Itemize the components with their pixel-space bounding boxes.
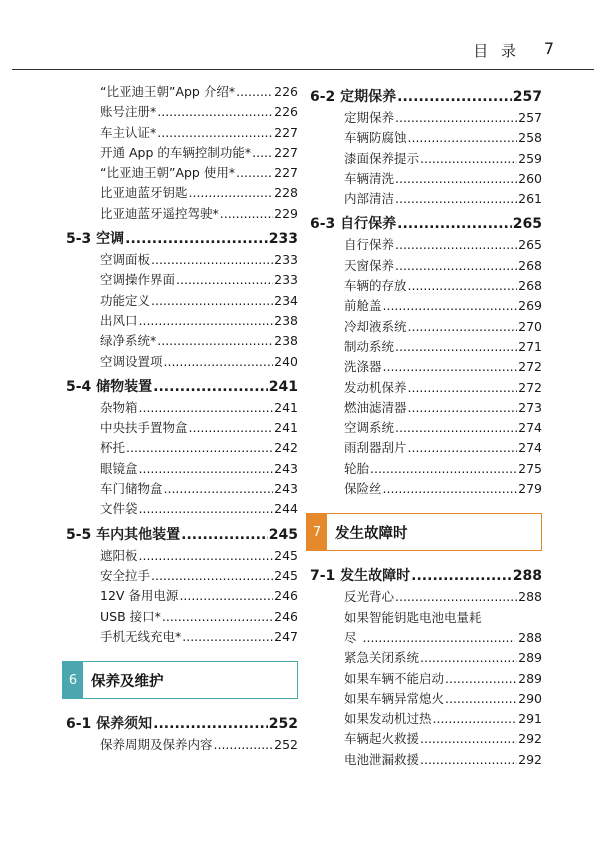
entry-page: 258 xyxy=(518,130,542,146)
entry-page: 246 xyxy=(274,608,298,624)
toc-entry[interactable] xyxy=(310,256,542,276)
toc-entry[interactable] xyxy=(66,627,298,647)
toc-section-heading[interactable] xyxy=(66,709,298,735)
dot-leader xyxy=(395,587,517,607)
entry-page: 226 xyxy=(274,84,298,99)
entry-page: 245 xyxy=(274,567,298,583)
dot-leader xyxy=(363,628,516,648)
entry-page: 243 xyxy=(274,481,298,497)
chapter-number: 7 xyxy=(307,514,327,550)
entry-title: 自行保养 xyxy=(344,237,395,253)
entry-page: 257 xyxy=(512,89,542,105)
entry-title: 5-3 空调 xyxy=(66,231,125,248)
entry-title: 漆面保养提示 xyxy=(344,150,420,166)
dot-leader xyxy=(176,270,273,290)
toc-entry[interactable] xyxy=(66,270,298,290)
entry-title: 12V 备用电源 xyxy=(100,588,179,604)
dot-leader xyxy=(164,479,274,499)
chapter-number: 6 xyxy=(63,662,83,698)
entry-page: 238 xyxy=(274,312,298,328)
entry-page: 272 xyxy=(518,359,542,375)
entry-title: 绿净系统* xyxy=(100,333,157,349)
toc-entry[interactable] xyxy=(66,163,298,183)
toc-entry[interactable] xyxy=(310,648,542,668)
dot-leader xyxy=(139,499,274,519)
entry-title: 车门储物盒 xyxy=(100,481,163,497)
entry-page: 233 xyxy=(268,231,298,248)
dot-leader xyxy=(151,250,273,270)
toc-entry[interactable] xyxy=(310,149,542,169)
toc-entry[interactable] xyxy=(310,235,542,255)
dot-leader xyxy=(157,123,273,143)
entry-title: 出风口 xyxy=(100,312,138,328)
entry-page: 227 xyxy=(274,124,298,140)
entry-page: 274 xyxy=(518,440,542,456)
entry-page: 229 xyxy=(274,205,298,221)
entry-page: 272 xyxy=(518,379,542,395)
entry-page: 274 xyxy=(518,420,542,436)
entry-title: 如果车辆异常熄火 xyxy=(344,690,445,706)
toc-entry[interactable] xyxy=(66,735,298,755)
dot-leader xyxy=(408,438,518,458)
toc-entry[interactable] xyxy=(310,189,542,209)
entry-title: 车辆起火救援 xyxy=(344,731,420,747)
entry-title: 保养周期及保养内容 xyxy=(100,737,213,753)
entry-page: 247 xyxy=(274,628,298,644)
entry-page: 243 xyxy=(274,460,298,476)
entry-title: 冷却液系统 xyxy=(344,318,407,334)
dot-leader xyxy=(139,459,274,479)
entry-page: 275 xyxy=(518,460,542,476)
entry-title: 6-2 定期保养 xyxy=(310,89,397,105)
toc-entry[interactable] xyxy=(66,479,298,499)
entry-page: 290 xyxy=(518,690,542,706)
dot-leader xyxy=(189,183,274,203)
entry-page: 245 xyxy=(274,547,298,563)
entry-page: 259 xyxy=(518,150,542,166)
dot-leader xyxy=(157,102,273,122)
entry-title: 空调系统 xyxy=(344,420,395,436)
entry-title: 眼镜盒 xyxy=(100,460,138,476)
dot-leader xyxy=(420,729,517,749)
header-rule xyxy=(12,69,594,70)
toc-entry[interactable] xyxy=(310,317,542,337)
toc-entry[interactable] xyxy=(66,352,298,372)
entry-page: 233 xyxy=(274,272,298,288)
entry-title: 开通 App 的车辆控制功能* xyxy=(100,144,252,160)
entry-title: 如果智能钥匙电池电量耗 xyxy=(344,609,482,625)
dot-leader xyxy=(420,750,517,770)
entry-page: 288 xyxy=(512,568,542,585)
entry-page: 240 xyxy=(274,353,298,369)
dot-leader xyxy=(395,256,517,276)
entry-title: 保险丝 xyxy=(344,481,382,497)
dot-leader xyxy=(395,108,517,128)
entry-page: 273 xyxy=(518,399,542,415)
entry-page: 241 xyxy=(274,420,298,436)
toc-section-heading[interactable] xyxy=(310,209,542,235)
dot-leader xyxy=(126,438,273,458)
toc-entry[interactable] xyxy=(310,169,542,189)
entry-page: 288 xyxy=(518,629,542,645)
dot-leader xyxy=(236,163,273,183)
chapter-banner[interactable] xyxy=(306,513,542,551)
toc-entry[interactable] xyxy=(66,331,298,351)
toc-entry[interactable] xyxy=(310,608,542,649)
toc-column-right xyxy=(310,82,542,770)
entry-page: 291 xyxy=(518,711,542,727)
toc-entry[interactable] xyxy=(310,689,542,709)
entry-page: 268 xyxy=(518,257,542,273)
dot-leader xyxy=(408,398,518,418)
dot-leader xyxy=(408,378,518,398)
entry-title: 空调设置项 xyxy=(100,353,163,369)
entry-title: 尽 xyxy=(344,629,357,645)
toc-entry[interactable] xyxy=(310,729,542,749)
dot-leader xyxy=(157,331,273,351)
entry-title: 比亚迪蓝牙遥控驾驶* xyxy=(100,205,219,221)
dot-leader xyxy=(395,235,517,255)
dot-leader xyxy=(383,479,518,499)
entry-page: 238 xyxy=(274,333,298,349)
dot-leader xyxy=(214,735,274,755)
dot-leader xyxy=(162,607,273,627)
entry-title: 账号注册* xyxy=(100,104,157,120)
entry-page: 270 xyxy=(518,318,542,334)
toc-entry[interactable] xyxy=(310,418,542,438)
chapter-label: 发生故障时 xyxy=(335,525,408,542)
entry-title-cont xyxy=(344,628,542,648)
entry-page: 265 xyxy=(512,216,542,233)
entry-page: 260 xyxy=(518,170,542,186)
toc-entry[interactable] xyxy=(66,438,298,458)
dot-leader xyxy=(151,566,273,586)
toc-entry[interactable] xyxy=(66,123,298,143)
entry-title: 发动机保养 xyxy=(344,379,407,395)
toc-section-heading[interactable] xyxy=(310,561,542,587)
entry-page: 246 xyxy=(274,588,298,604)
entry-page: 226 xyxy=(274,104,298,120)
dot-leader xyxy=(420,648,517,668)
page-title: 目 录 xyxy=(473,42,520,60)
entry-page: 269 xyxy=(518,298,542,314)
entry-page: 245 xyxy=(268,526,298,543)
toc-entry[interactable] xyxy=(66,459,298,479)
entry-title: 天窗保养 xyxy=(344,257,395,273)
entry-title: 如果发动机过热 xyxy=(344,711,432,727)
entry-title: 电池泄漏救援 xyxy=(344,751,420,767)
entry-title: 文件袋 xyxy=(100,501,138,517)
dot-leader xyxy=(139,311,274,331)
entry-page: 241 xyxy=(268,378,298,395)
toc-entry[interactable] xyxy=(66,546,298,566)
entry-title: “比亚迪王朝”App 使用* xyxy=(100,165,236,181)
entry-title: 车辆防腐蚀 xyxy=(344,130,407,146)
entry-title: 遮阳板 xyxy=(100,547,138,563)
toc-entry[interactable] xyxy=(66,607,298,627)
toc-entry[interactable] xyxy=(66,204,298,224)
dot-leader xyxy=(395,337,517,357)
entry-title: 安全拉手 xyxy=(100,567,151,583)
toc-section-heading[interactable] xyxy=(310,82,542,108)
entry-page: 252 xyxy=(268,716,298,733)
entry-title: 空调操作界面 xyxy=(100,272,176,288)
entry-page: 279 xyxy=(518,481,542,497)
dot-leader xyxy=(139,398,274,418)
toc-entry[interactable] xyxy=(66,566,298,586)
toc-entry[interactable] xyxy=(66,183,298,203)
dot-leader xyxy=(189,418,274,438)
dot-leader xyxy=(395,189,517,209)
page-header xyxy=(0,40,606,74)
dot-leader xyxy=(445,669,517,689)
entry-title: 内部清洁 xyxy=(344,191,395,207)
toc-section-heading[interactable] xyxy=(66,372,298,398)
entry-title: 洗涤器 xyxy=(344,359,382,375)
toc-entry[interactable] xyxy=(66,291,298,311)
entry-title: 制动系统 xyxy=(344,338,395,354)
entry-title: 7-1 发生故障时 xyxy=(310,568,411,585)
entry-title: 比亚迪蓝牙钥匙 xyxy=(100,185,188,201)
toc-entry[interactable] xyxy=(66,250,298,270)
toc-entry[interactable] xyxy=(310,709,542,729)
toc-column-left xyxy=(66,82,298,755)
entry-title: 5-5 车内其他装置 xyxy=(66,526,181,543)
toc-entry[interactable] xyxy=(66,398,298,418)
dot-leader xyxy=(236,82,273,102)
entry-page: 289 xyxy=(518,670,542,686)
entry-page: 268 xyxy=(518,278,542,294)
entry-title: 定期保养 xyxy=(344,110,395,125)
dot-leader xyxy=(408,317,518,337)
entry-title: 雨刮器刮片 xyxy=(344,440,407,456)
entry-page: 244 xyxy=(274,501,298,517)
entry-title: 手机无线充电* xyxy=(100,628,182,644)
entry-page: 242 xyxy=(274,440,298,456)
entry-page: 257 xyxy=(518,110,542,125)
toc-entry[interactable] xyxy=(310,378,542,398)
entry-title: 6-3 自行保养 xyxy=(310,216,397,233)
toc-entry[interactable] xyxy=(310,276,542,296)
entry-title: 轮胎 xyxy=(344,460,370,476)
entry-title: 车辆的存放 xyxy=(344,278,407,294)
toc-entry[interactable] xyxy=(310,108,542,128)
dot-leader xyxy=(420,149,517,169)
entry-page: 265 xyxy=(518,237,542,253)
toc-entry[interactable] xyxy=(310,296,542,316)
dot-leader xyxy=(408,276,518,296)
entry-title: 反光背心 xyxy=(344,589,395,605)
dot-leader xyxy=(395,418,517,438)
toc-entry[interactable] xyxy=(66,102,298,122)
entry-page: 292 xyxy=(518,731,542,747)
chapter-label: 保养及维护 xyxy=(91,673,164,690)
entry-title: 6-1 保养须知 xyxy=(66,716,153,733)
toc-entry[interactable] xyxy=(310,479,542,499)
entry-page: 261 xyxy=(518,191,542,207)
dot-leader xyxy=(395,169,517,189)
entry-title: 功能定义 xyxy=(100,292,151,308)
dot-leader xyxy=(252,143,273,163)
entry-page: 292 xyxy=(518,751,542,767)
entry-title: 前舱盖 xyxy=(344,298,382,314)
dot-leader xyxy=(433,709,518,729)
entry-page: 228 xyxy=(274,185,298,201)
toc-entry[interactable] xyxy=(66,586,298,606)
entry-page: 233 xyxy=(274,252,298,268)
entry-title: 杂物箱 xyxy=(100,399,138,415)
entry-title: 空调面板 xyxy=(100,252,151,268)
entry-title: 车主认证* xyxy=(100,124,157,140)
entry-page: 288 xyxy=(518,589,542,605)
entry-page: 252 xyxy=(274,737,298,753)
toc-entry[interactable] xyxy=(310,750,542,770)
entry-title: 5-4 储物装置 xyxy=(66,378,153,395)
entry-page: 271 xyxy=(518,338,542,354)
toc-entry[interactable] xyxy=(310,398,542,418)
entry-title: 紧急关闭系统 xyxy=(344,650,420,666)
dot-leader xyxy=(383,296,518,316)
entry-title: 杯托 xyxy=(100,440,126,456)
toc-entry[interactable] xyxy=(310,357,542,377)
toc-entry[interactable] xyxy=(66,499,298,519)
dot-leader xyxy=(220,204,273,224)
toc-entry[interactable] xyxy=(66,418,298,438)
dot-leader xyxy=(445,689,517,709)
toc-entry[interactable] xyxy=(66,143,298,163)
dot-leader xyxy=(182,627,273,647)
toc-entry[interactable] xyxy=(310,128,542,148)
page-number: 7 xyxy=(543,39,554,58)
dot-leader xyxy=(139,546,274,566)
toc-section-heading[interactable] xyxy=(66,224,298,250)
toc-entry[interactable] xyxy=(310,587,542,607)
entry-page: 234 xyxy=(274,292,298,308)
entry-title: USB 接口* xyxy=(100,608,161,624)
dot-leader xyxy=(179,586,273,606)
entry-title: 中央扶手置物盒 xyxy=(100,420,188,436)
toc-section-heading[interactable] xyxy=(66,520,298,546)
dot-leader xyxy=(370,459,517,479)
dot-leader xyxy=(164,352,274,372)
entry-title: 车辆清洗 xyxy=(344,170,395,186)
chapter-banner[interactable] xyxy=(62,661,298,699)
toc-entry[interactable] xyxy=(310,337,542,357)
toc-entry[interactable] xyxy=(310,438,542,458)
entry-page: 227 xyxy=(274,165,298,181)
entry-page: 241 xyxy=(274,399,298,415)
entry-title: 燃油滤清器 xyxy=(344,399,407,415)
dot-leader xyxy=(408,128,518,148)
dot-leader xyxy=(151,291,273,311)
dot-leader xyxy=(383,357,518,377)
entry-page: 289 xyxy=(518,650,542,666)
toc-entry[interactable] xyxy=(66,311,298,331)
entry-title: 如果车辆不能启动 xyxy=(344,670,445,686)
entry-title: “比亚迪王朝”App 介绍* xyxy=(100,84,236,99)
toc-entry[interactable] xyxy=(310,669,542,689)
toc-entry[interactable] xyxy=(66,82,298,102)
toc-entry[interactable] xyxy=(310,459,542,479)
entry-page: 227 xyxy=(274,144,298,160)
